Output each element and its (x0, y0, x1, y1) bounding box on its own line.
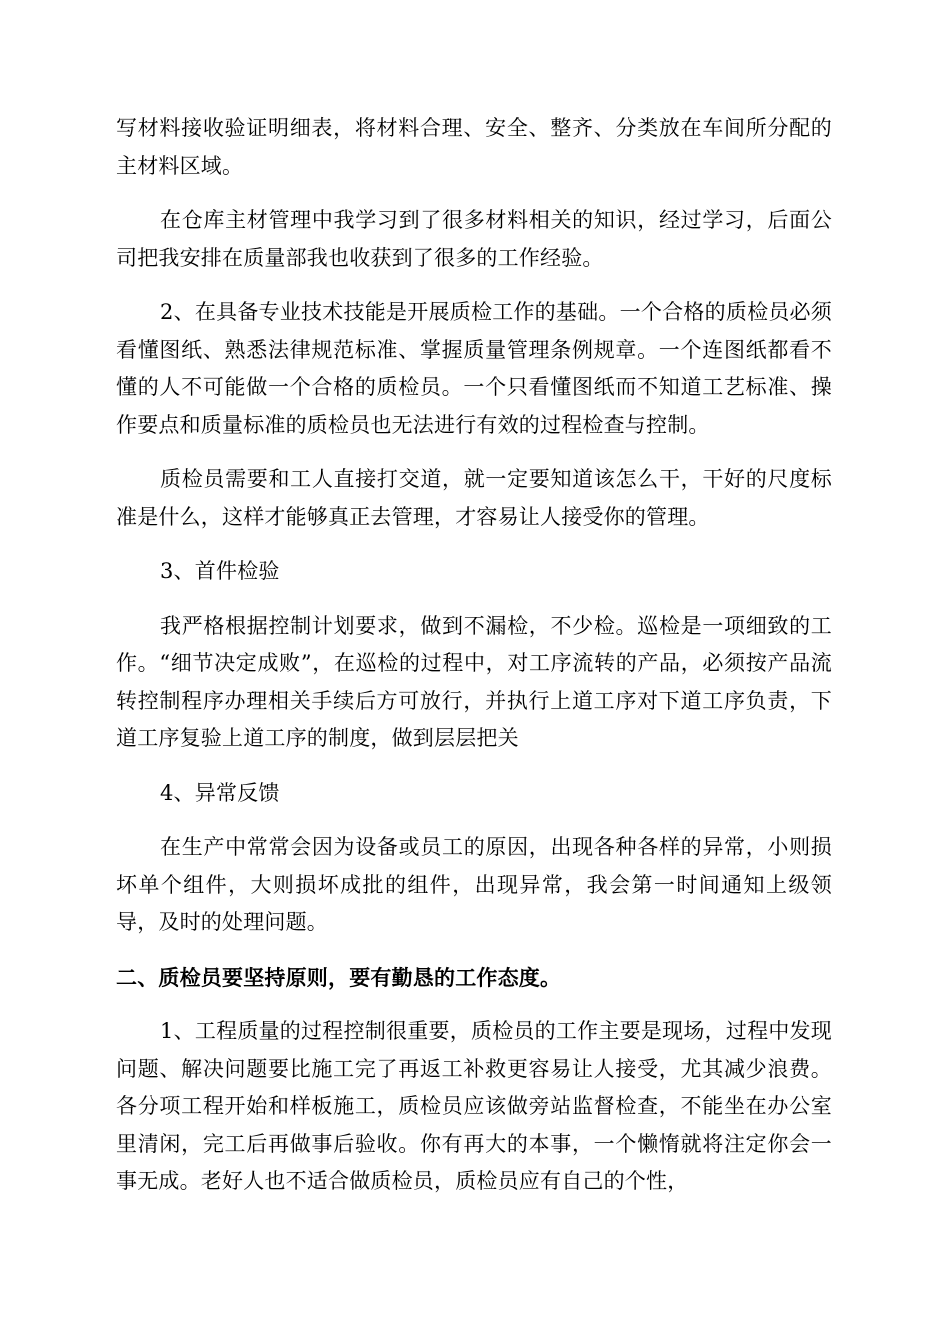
paragraph-technical-skills: 2、在具备专业技术技能是开展质检工作的基础。一个合格的质检员必须看懂图纸、熟悉法律规范标准、掌握质量管理条例规章。一个连图纸都看不懂的人不可能做一个合格的质检员。一个只看懂图纸而不知道工艺标准、操作要点和质量标准的质检员也无法进行有效的过程检查与控制。 (116, 300, 832, 437)
paragraph-abnormal-feedback-heading: 4、异常反馈 (160, 780, 280, 805)
paragraph-abnormal-handling: 在生产中常常会因为设备或员工的原因，出现各种各样的异常，小则损坏单个组件，大则损坏成批的组件，出现异常，我会第一时间通知上级领导，及时的处理问题。 (116, 835, 832, 934)
paragraph-material-receipt: 写材料接收验证明细表，将材料合理、安全、整齐、分类放在车间所分配的主材料区域。 (116, 116, 832, 178)
paragraph-warehouse-learning: 在仓库主材管理中我学习到了很多材料相关的知识，经过学习，后面公司把我安排在质量部我也收获到了很多的工作经验。 (116, 208, 832, 270)
document-body (116, 110, 832, 1218)
paragraph-first-article-heading: 3、首件检验 (160, 559, 280, 583)
section-heading-principles: 二、质检员要坚持原则，要有勤恳的工作态度。 (116, 964, 562, 990)
paragraph-inspection-process: 我严格根据控制计划要求，做到不漏检，不少检。巡检是一项细致的工作。“细节决定成败”，在巡检的过程中，对工序流转的产品，必须按产品流转控制程序办理相关手续后方可放行，并执行上道工序对下道工序负责，下道工序复验上道工序的制度，做到层层把关 (116, 613, 832, 750)
paragraph-process-control: 1、工程质量的过程控制很重要，质检员的工作主要是现场，过程中发现问题、解决问题要比施工完了再返工补救更容易让人接受，尤其减少浪费。各分项工程开始和样板施工，质检员应该做旁站监督检查，不能坐在办公室里清闲，完工后再做事后验收。你有再大的本事，一个懒惰就将注定你会一事无成。老好人也不适合做质检员，质检员应有自己的个性， (116, 1019, 832, 1193)
paragraph-deal-with-workers: 质检员需要和工人直接打交道，就一定要知道该怎么干，干好的尺度标准是什么，这样才能够真正去管理，才容易让人接受你的管理。 (116, 467, 832, 529)
